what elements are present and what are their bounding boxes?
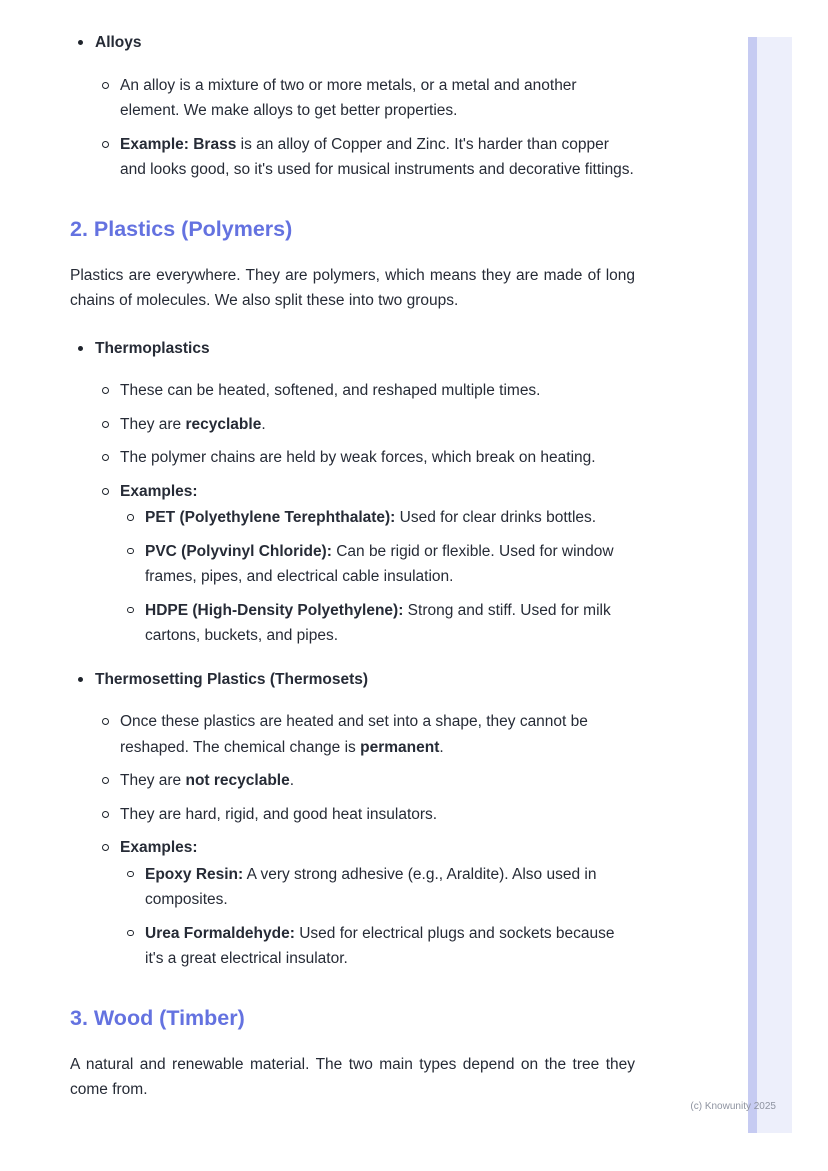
list-item [120, 505, 635, 531]
list-item [120, 862, 635, 913]
list-item [95, 73, 635, 124]
examples-label: Examples: [120, 482, 198, 500]
list-item [95, 445, 635, 471]
item-text: . [289, 772, 295, 789]
thermoplastics-sublist [95, 378, 635, 649]
item-text: . [261, 415, 266, 433]
item-bold: PVC (Polyvinyl Chloride): [145, 542, 332, 560]
section-heading-plastics: 2. Plastics (Polymers) [70, 216, 293, 241]
item-bold: permanent [360, 738, 440, 756]
list-item-thermoplastics [70, 336, 635, 649]
item-text: is an alloy of Copper and Zinc. It's harder than copper and looks good, so it's used for musical instruments and decorative fittings. [120, 135, 634, 178]
list-item-alloys [70, 30, 635, 183]
item-text: They are [120, 772, 186, 789]
item-text: Once these plastics are heated and set into a shape, they cannot be reshaped. The chemical change is [120, 713, 588, 756]
list-item [95, 768, 635, 794]
list-item [120, 921, 635, 972]
item-bold: not recyclable [185, 772, 290, 789]
thermoplastics-heading: Thermoplastics [95, 339, 210, 357]
copyright-text: (c) Knowunity 2025 [690, 1101, 776, 1112]
alloys-sublist [95, 73, 635, 183]
item-text: Used for electrical plugs and sockets because it's a great electrical insulator. [145, 924, 615, 967]
thermosets-examples-list [120, 862, 635, 972]
item-text: Can be rigid or flexible. Used for window frames, pipes, and electrical cable insulation. [145, 542, 614, 585]
item-text: These can be heated, softened, and reshaped multiple times. [120, 382, 541, 399]
item-text: Strong and stiff. Used for milk cartons, buckets, and pipes. [145, 601, 611, 644]
list-item-examples [95, 479, 635, 649]
item-text: . [439, 738, 444, 756]
alloys-list [70, 30, 635, 183]
item-bold: PET (Polyethylene Terephthalate): [145, 509, 396, 526]
list-item [95, 412, 635, 438]
item-text: The polymer chains are held by weak forces, which break on heating. [120, 449, 596, 466]
thermoplastics-examples-list [120, 505, 635, 649]
list-item [95, 802, 635, 828]
item-bold: Epoxy Resin: [145, 865, 244, 883]
list-item-thermosets [70, 667, 635, 972]
examples-label: Examples: [120, 839, 198, 856]
item-text: Used for clear drinks bottles. [395, 509, 597, 526]
list-item [95, 132, 635, 183]
list-item [120, 598, 635, 649]
alloys-heading: Alloys [95, 34, 142, 51]
list-item-examples [95, 835, 635, 972]
item-bold: Example: Brass [120, 135, 237, 153]
wood-intro-paragraph: A natural and renewable material. The two main types depend on the tree they come from. [70, 1055, 635, 1098]
item-text: They are hard, rigid, and good heat insulators. [120, 805, 438, 823]
item-bold: HDPE (High-Density Polyethylene): [145, 601, 404, 619]
item-bold: Urea Formaldehyde: [145, 924, 295, 942]
section-heading-wood: 3. Wood (Timber) [70, 1005, 245, 1030]
item-text: They are [120, 415, 186, 433]
scrollbar-thumb[interactable] [748, 37, 757, 1133]
thermosets-sublist [95, 709, 635, 972]
item-text: An alloy is a mixture of two or more metals, or a metal and another element. We make alloys to get better properties. [120, 76, 577, 119]
scrollbar-track[interactable] [748, 37, 792, 1133]
list-item [95, 709, 635, 760]
thermosets-heading: Thermosetting Plastics (Thermosets) [95, 670, 369, 688]
list-item [120, 539, 635, 590]
item-bold: recyclable [185, 415, 262, 433]
item-text: A very strong adhesive (e.g., Araldite). Also used in composites. [145, 865, 597, 908]
plastics-intro-paragraph: Plastics are everywhere. They are polymers, which means they are made of long chains of molecules. We also split these into two groups. [70, 266, 635, 309]
list-item [95, 378, 635, 404]
plastics-list [70, 336, 635, 972]
